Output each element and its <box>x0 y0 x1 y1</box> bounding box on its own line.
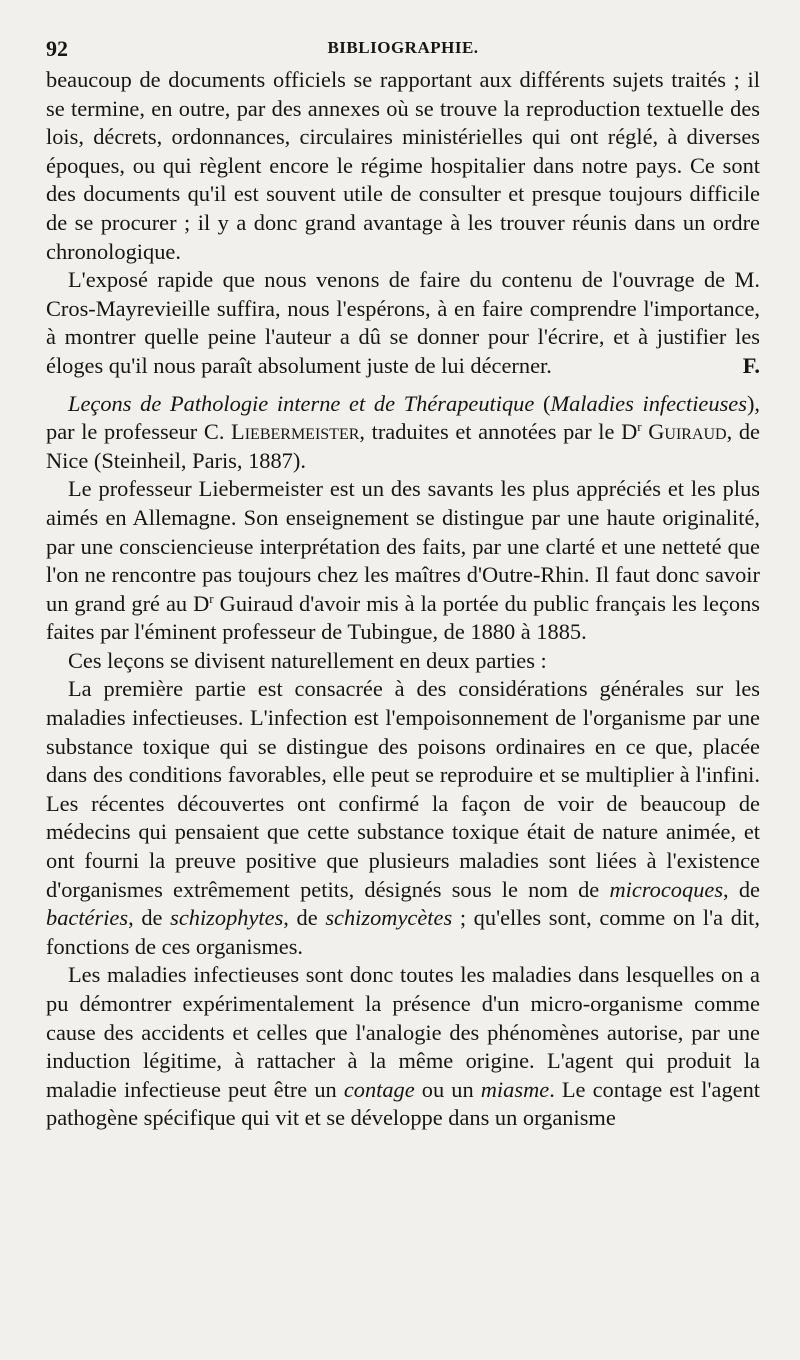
running-head: BIBLIOGRAPHIE. <box>327 38 479 57</box>
book-subtitle: Maladies infectieuses <box>550 390 747 416</box>
paragraph-continued: beaucoup de documents officiels se rapportant aux différents sujets traités ; il se termine, en outre, par des annexes où se trouve la reproduction textuelle des lois, décrets, ordonnances, circulaires ministérielles qui ont réglé, à diverses époques, ou qui règlent encore le régime hospitalier dans notre pays. Ce sont des documents qu'il est souvent utile de consulter et presque toujours difficile de se procurer ; il y a donc grand avantage à les trouver réunis dans un ordre chronologique. <box>46 67 760 264</box>
body-text <box>46 66 760 1133</box>
paragraph-division: Ces leçons se divisent naturellement en deux parties : <box>68 647 547 673</box>
paragraph-definition: Les maladies infectieuses sont donc toutes les maladies dans lesquelles on a pu démontrer expérimentalement la présence d'un micro-organisme comme cause des accidents et celles que l'analogie des phénomènes autorise, par une induction légitime, à rattacher à la même origine. L'agent qui produit la maladie infectieuse peut être un contage ou un miasme. Le contage est l'agent pathogène spécifique qui vit et se développe dans un organisme <box>46 962 761 1131</box>
book-title: Leçons de Pathologie interne et de Thérapeutique <box>68 390 535 416</box>
paragraph-conclusion-text: L'exposé rapide que nous venons de faire du contenu de l'ouvrage de M. Cros-Mayrevieille suffira, nous l'espérons, à en faire comprendre l'importance, à montrer quelle peine l'auteur a dû se donner pour l'écrire, et à justifier les éloges qu'il nous paraît absolument juste de lui décerner. <box>46 267 760 378</box>
page-number: 92 <box>46 36 68 61</box>
paragraph-intro: Le professeur Liebermeister est un des savants les plus appréciés et les plus aimés en Allemagne. Son enseignement se distingue par une haute originalité, par une consciencieuse interprétation des faits, par une clarté et une netteté que l'on ne rencontre pas toujours chez les maîtres d'Outre-Rhin. Il faut donc savoir un grand gré au $D^r$ Guiraud d'avoir mis à la portée du public français les leçons faites par l'éminent professeur de Tubingue, de 1880 à 1885. <box>46 476 761 645</box>
paragraph-conclusion <box>46 266 760 380</box>
author-name: Liebermeister <box>231 419 360 445</box>
review-heading: Leçons de Pathologie interne et de Thérapeutique (Maladies infectieuses), par le professeur C. Liebermeister, traduites et annotées par le $D^r$ Guiraud, de Nice (Steinheil, Paris, 1887). <box>46 390 760 473</box>
translator-name: Guiraud <box>648 419 727 445</box>
page-header <box>46 30 760 66</box>
review-signature: F. <box>742 352 760 378</box>
paragraph-first-part: La première partie est consacrée à des considérations générales sur les maladies infectieuses. L'infection est l'empoisonnement de l'organisme par une substance toxique qui se distingue des poisons ordinaires en ce que, placée dans des conditions favorables, elle peut se reproduire et se multiplier à l'infini. Les récentes découvertes ont confirmé la façon de voir de beaucoup de médecins qui pensaient que cette substance toxique était de nature animée, et ont fourni la preuve positive que plusieurs maladies sont liées à l'existence d'organismes extrêmement petits, désignés sous le nom de microcoques, de bactéries, de schizophytes, de schizomycètes ; qu'elles sont, comme on l'a dit, fonctions de ces organismes. <box>46 676 760 959</box>
